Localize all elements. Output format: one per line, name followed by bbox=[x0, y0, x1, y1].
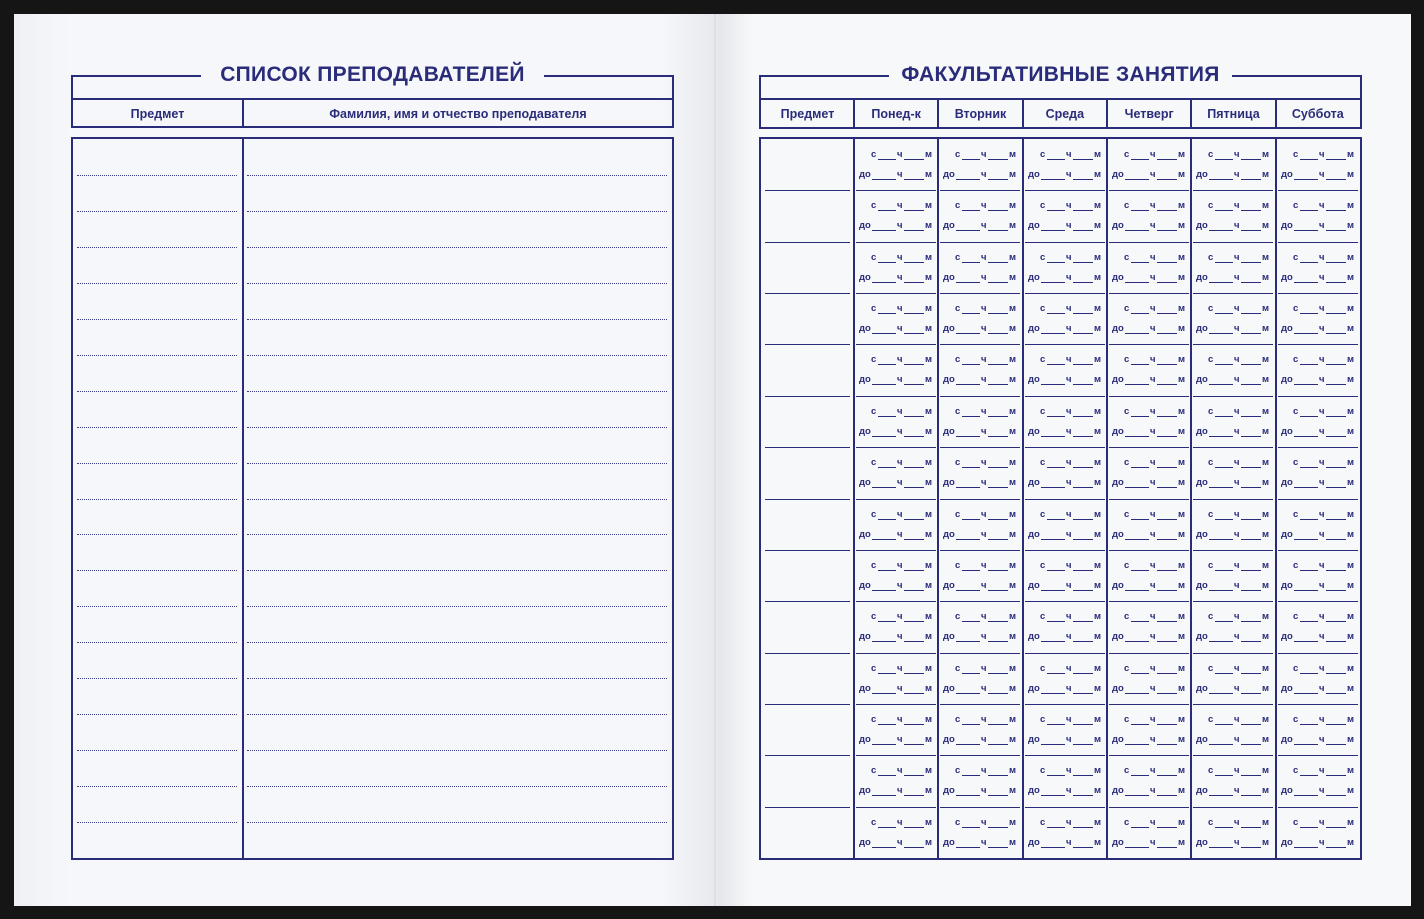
time-slot-wednesday: с ч м до ч м bbox=[1028, 611, 1102, 642]
time-slot-tuesday: с ч м до ч м bbox=[943, 509, 1017, 540]
subject-row-line bbox=[77, 391, 237, 392]
subject-row-line bbox=[77, 678, 237, 679]
time-slot-friday: с ч м до ч м bbox=[1196, 354, 1270, 385]
open-notebook bbox=[14, 14, 1411, 906]
time-slot-monday: с ч м до ч м bbox=[859, 406, 933, 437]
time-slot-tuesday: с ч м до ч м bbox=[943, 765, 1017, 796]
time-slot-wednesday: с ч м до ч м bbox=[1028, 149, 1102, 180]
elective-subject-line bbox=[765, 653, 850, 654]
time-slot-tuesday: с ч м до ч м bbox=[943, 252, 1017, 283]
time-slot-friday: с ч м до ч м bbox=[1196, 611, 1270, 642]
column-monday-header: Понед-к bbox=[871, 107, 921, 121]
time-slot-thursday: с ч м до ч м bbox=[1112, 406, 1186, 437]
electives-table bbox=[759, 137, 1362, 860]
elective-subject-line bbox=[765, 704, 850, 705]
time-slot-wednesday: с ч м до ч м bbox=[1028, 663, 1102, 694]
time-slot-saturday: с ч м до ч м bbox=[1281, 560, 1355, 591]
column-subject-header: Предмет bbox=[130, 107, 185, 121]
time-slot-thursday: с ч м до ч м bbox=[1112, 560, 1186, 591]
time-slot-thursday: с ч м до ч м bbox=[1112, 765, 1186, 796]
time-slot-friday: с ч м до ч м bbox=[1196, 457, 1270, 488]
teacher-row-line bbox=[247, 499, 667, 500]
time-slot-friday: с ч м до ч м bbox=[1196, 509, 1270, 540]
time-slot-wednesday: с ч м до ч м bbox=[1028, 303, 1102, 334]
teacher-row-line bbox=[247, 606, 667, 607]
time-slot-thursday: с ч м до ч м bbox=[1112, 663, 1186, 694]
time-slot-monday: с ч м до ч м bbox=[859, 714, 933, 745]
time-slot-monday: с ч м до ч м bbox=[859, 817, 933, 848]
teacher-row-line bbox=[247, 714, 667, 715]
time-slot-tuesday: с ч м до ч м bbox=[943, 560, 1017, 591]
column-wednesday-header: Среда bbox=[1045, 107, 1085, 121]
time-slot-thursday: с ч м до ч м bbox=[1112, 714, 1186, 745]
time-slot-wednesday: с ч м до ч м bbox=[1028, 406, 1102, 437]
time-slot-thursday: с ч м до ч м bbox=[1112, 611, 1186, 642]
time-slot-monday: с ч м до ч м bbox=[859, 252, 933, 283]
elective-subject-line bbox=[765, 190, 850, 191]
time-slot-friday: с ч м до ч м bbox=[1196, 252, 1270, 283]
time-slot-friday: с ч м до ч м bbox=[1196, 714, 1270, 745]
time-slot-tuesday: с ч м до ч м bbox=[943, 354, 1017, 385]
time-slot-wednesday: с ч м до ч м bbox=[1028, 200, 1102, 231]
time-slot-friday: с ч м до ч м bbox=[1196, 149, 1270, 180]
time-slot-saturday: с ч м до ч м bbox=[1281, 611, 1355, 642]
teacher-row-line bbox=[247, 427, 667, 428]
subject-row-line bbox=[77, 463, 237, 464]
teacher-row-line bbox=[247, 391, 667, 392]
teacher-row-line bbox=[247, 570, 667, 571]
teacher-row-line bbox=[247, 750, 667, 751]
teachers-table bbox=[71, 137, 674, 860]
elective-subject-line bbox=[765, 242, 850, 243]
teacher-row-line bbox=[247, 534, 667, 535]
time-slot-tuesday: с ч м до ч м bbox=[943, 200, 1017, 231]
time-slot-saturday: с ч м до ч м bbox=[1281, 714, 1355, 745]
time-slot-monday: с ч м до ч м bbox=[859, 611, 933, 642]
time-slot-thursday: с ч м до ч м bbox=[1112, 149, 1186, 180]
time-slot-tuesday: с ч м до ч м bbox=[943, 457, 1017, 488]
teacher-row-line bbox=[247, 786, 667, 787]
subject-row-line bbox=[77, 283, 237, 284]
left-page bbox=[14, 14, 718, 906]
subject-row-line bbox=[77, 714, 237, 715]
right-page bbox=[718, 14, 1411, 906]
elective-subject-line bbox=[765, 755, 850, 756]
time-slot-saturday: с ч м до ч м bbox=[1281, 200, 1355, 231]
teacher-row-line bbox=[247, 642, 667, 643]
time-slot-saturday: с ч м до ч м bbox=[1281, 765, 1355, 796]
time-slot-friday: с ч м до ч м bbox=[1196, 200, 1270, 231]
column-tuesday-header: Вторник bbox=[954, 107, 1007, 121]
time-slot-tuesday: с ч м до ч м bbox=[943, 303, 1017, 334]
column-saturday-header: Суббота bbox=[1291, 107, 1344, 121]
time-slot-friday: с ч м до ч м bbox=[1196, 765, 1270, 796]
elective-subject-line bbox=[765, 344, 850, 345]
time-slot-thursday: с ч м до ч м bbox=[1112, 303, 1186, 334]
subject-row-line bbox=[77, 247, 237, 248]
time-slot-friday: с ч м до ч м bbox=[1196, 406, 1270, 437]
time-slot-wednesday: с ч м до ч м bbox=[1028, 765, 1102, 796]
subject-row-line bbox=[77, 175, 237, 176]
subject-row-line bbox=[77, 534, 237, 535]
time-slot-tuesday: с ч м до ч м bbox=[943, 149, 1017, 180]
time-slot-tuesday: с ч м до ч м bbox=[943, 817, 1017, 848]
elective-subject-line bbox=[765, 550, 850, 551]
column-friday-header: Пятница bbox=[1207, 107, 1260, 121]
teacher-row-line bbox=[247, 822, 667, 823]
time-slot-wednesday: с ч м до ч м bbox=[1028, 560, 1102, 591]
subject-row-line bbox=[77, 606, 237, 607]
time-slot-wednesday: с ч м до ч м bbox=[1028, 354, 1102, 385]
teacher-row-line bbox=[247, 319, 667, 320]
time-slot-wednesday: с ч м до ч м bbox=[1028, 457, 1102, 488]
time-slot-wednesday: с ч м до ч м bbox=[1028, 509, 1102, 540]
time-slot-monday: с ч м до ч м bbox=[859, 560, 933, 591]
subject-row-line bbox=[77, 570, 237, 571]
subject-row-line bbox=[77, 822, 237, 823]
teacher-row-line bbox=[247, 283, 667, 284]
subject-row-line bbox=[77, 427, 237, 428]
teacher-row-line bbox=[247, 247, 667, 248]
electives-title: ФАКУЛЬТАТИВНЫЕ ЗАНЯТИЯ bbox=[891, 63, 1229, 86]
time-slot-saturday: с ч м до ч м bbox=[1281, 406, 1355, 437]
subject-row-line bbox=[77, 211, 237, 212]
column-thursday-header: Четверг bbox=[1124, 107, 1174, 121]
time-slot-saturday: с ч м до ч м bbox=[1281, 303, 1355, 334]
time-slot-saturday: с ч м до ч м bbox=[1281, 252, 1355, 283]
column-teacher-name-header: Фамилия, имя и отчество преподавателя bbox=[329, 107, 587, 121]
time-slot-monday: с ч м до ч м bbox=[859, 303, 933, 334]
subject-row-line bbox=[77, 499, 237, 500]
time-slot-tuesday: с ч м до ч м bbox=[943, 611, 1017, 642]
time-slot-tuesday: с ч м до ч м bbox=[943, 714, 1017, 745]
time-slot-thursday: с ч м до ч м bbox=[1112, 200, 1186, 231]
teacher-row-line bbox=[247, 463, 667, 464]
time-slot-thursday: с ч м до ч м bbox=[1112, 509, 1186, 540]
time-slot-monday: с ч м до ч м bbox=[859, 149, 933, 180]
elective-subject-line bbox=[765, 293, 850, 294]
subject-row-line bbox=[77, 355, 237, 356]
time-slot-thursday: с ч м до ч м bbox=[1112, 252, 1186, 283]
elective-subject-line bbox=[765, 601, 850, 602]
time-slot-friday: с ч м до ч м bbox=[1196, 663, 1270, 694]
time-slot-saturday: с ч м до ч м bbox=[1281, 457, 1355, 488]
teacher-row-line bbox=[247, 355, 667, 356]
teachers-title: СПИСОК ПРЕПОДАВАТЕЛЕЙ bbox=[210, 63, 535, 86]
elective-subject-line bbox=[765, 447, 850, 448]
teacher-row-line bbox=[247, 211, 667, 212]
time-slot-monday: с ч м до ч м bbox=[859, 200, 933, 231]
time-slot-saturday: с ч м до ч м bbox=[1281, 354, 1355, 385]
time-slot-wednesday: с ч м до ч м bbox=[1028, 714, 1102, 745]
time-slot-friday: с ч м до ч м bbox=[1196, 303, 1270, 334]
elective-subject-line bbox=[765, 396, 850, 397]
time-slot-monday: с ч м до ч м bbox=[859, 765, 933, 796]
electives-header-box bbox=[759, 63, 1362, 129]
time-slot-monday: с ч м до ч м bbox=[859, 457, 933, 488]
time-slot-saturday: с ч м до ч м bbox=[1281, 509, 1355, 540]
subject-row-line bbox=[77, 786, 237, 787]
time-slot-thursday: с ч м до ч м bbox=[1112, 817, 1186, 848]
time-slot-tuesday: с ч м до ч м bbox=[943, 663, 1017, 694]
time-slot-wednesday: с ч м до ч м bbox=[1028, 817, 1102, 848]
time-slot-thursday: с ч м до ч м bbox=[1112, 354, 1186, 385]
teacher-row-line bbox=[247, 678, 667, 679]
subject-row-line bbox=[77, 319, 237, 320]
elective-subject-line bbox=[765, 499, 850, 500]
time-slot-saturday: с ч м до ч м bbox=[1281, 149, 1355, 180]
time-slot-tuesday: с ч м до ч м bbox=[943, 406, 1017, 437]
teachers-header-box bbox=[71, 63, 674, 128]
time-slot-wednesday: с ч м до ч м bbox=[1028, 252, 1102, 283]
time-slot-monday: с ч м до ч м bbox=[859, 663, 933, 694]
subject-row-line bbox=[77, 642, 237, 643]
time-slot-friday: с ч м до ч м bbox=[1196, 817, 1270, 848]
time-slot-saturday: с ч м до ч м bbox=[1281, 663, 1355, 694]
time-slot-saturday: с ч м до ч м bbox=[1281, 817, 1355, 848]
teacher-row-line bbox=[247, 175, 667, 176]
subject-row-line bbox=[77, 750, 237, 751]
time-slot-monday: с ч м до ч м bbox=[859, 354, 933, 385]
time-slot-thursday: с ч м до ч м bbox=[1112, 457, 1186, 488]
time-slot-friday: с ч м до ч м bbox=[1196, 560, 1270, 591]
column-subject-header: Предмет bbox=[780, 107, 835, 121]
time-slot-monday: с ч м до ч м bbox=[859, 509, 933, 540]
elective-subject-line bbox=[765, 807, 850, 808]
